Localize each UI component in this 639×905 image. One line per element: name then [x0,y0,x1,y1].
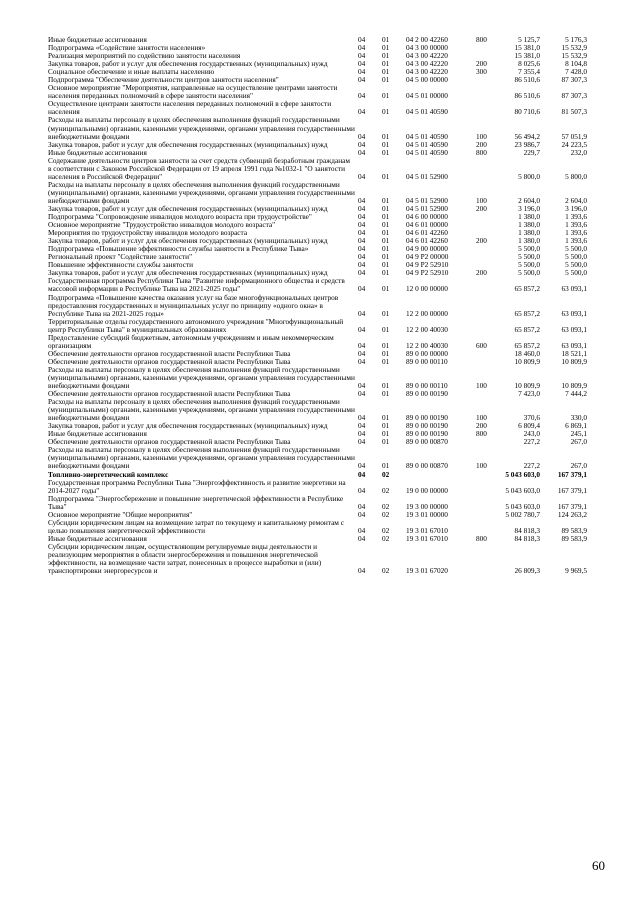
row-section: 04 [358,131,366,141]
row-target-article: 89 0 00 00110 [406,356,448,366]
row-section: 04 [358,91,366,101]
row-sum-year2: 87 307,3 [561,75,587,85]
row-name: Субсидии юридическим лицам на возмещение затрат по текущему и капитальному ремонтам с целью повышения энергетической эффективности [48,517,344,535]
row-name: Основное мероприятие "Мероприятия, направленные на осуществление центрами занятости населения переданных полномочий в сфере занятости населения" [48,83,338,101]
row-name: Осуществление центрами занятости населения переданных полномочий в сфере занятости населения [48,99,332,117]
row-subsection: 01 [382,131,390,141]
row-sum-year1: 8 025,6 [518,59,540,69]
row-sum-year2: 267,0 [570,461,587,471]
row-name: Топливно-энергетический комплекс [48,469,169,479]
row-target-article: 04 5 01 00000 [406,91,448,101]
row-sum-year1: 23 986,7 [514,139,540,149]
row-section: 04 [358,244,366,254]
row-sum-year2: 10 809,9 [561,356,587,366]
row-subsection: 01 [382,195,390,205]
table-row [48,543,602,575]
row-sum-year1: 26 809,3 [514,566,540,576]
row-target-article: 04 5 01 40590 [406,139,448,149]
table-row [48,100,602,116]
row-sum-year1: 18 460,0 [514,348,540,358]
budget-table [48,36,602,575]
row-expense-type: 200 [476,236,487,246]
row-subsection: 01 [382,51,390,61]
row-target-article: 04 5 01 40590 [406,131,448,141]
row-sum-year1: 227,2 [523,437,540,447]
table-row [48,157,602,181]
row-sum-year2: 267,0 [570,437,587,447]
row-target-article: 19 3 00 00000 [406,501,448,511]
row-section: 04 [358,228,366,238]
row-target-article: 89 0 00 00000 [406,348,448,358]
row-sum-year2: 124 263,2 [557,509,587,519]
row-subsection: 01 [382,340,390,350]
row-sum-year2: 63 093,1 [561,308,587,318]
row-name: Подпрограмма «Содействие занятости населения» [48,43,206,53]
row-name: Основное мероприятие "Общие мероприятия" [48,509,193,519]
row-target-article: 04 2 00 42260 [406,35,448,44]
row-sum-year2: 87 307,3 [561,91,587,101]
row-sum-year1: 65 857,2 [514,284,540,294]
row-section: 04 [358,340,366,350]
row-subsection: 01 [382,348,390,358]
row-name: Закупка товаров, работ и услуг для обеспечения государственных (муниципальных) нужд [48,236,328,246]
row-expense-type: 800 [476,533,487,543]
row-subsection: 01 [382,67,390,77]
table-row [48,366,602,390]
row-sum-year2: 5 500,0 [565,252,587,262]
row-target-article: 12 2 00 40030 [406,324,448,334]
row-sum-year2: 7 444,2 [565,389,587,399]
table-row [48,277,602,293]
row-name: Расходы на выплаты персоналу в целях обеспечения выполнения функций государственными (муниципальными) органами, казенными учреждениями, органами управления государственными внебюджетными фондами [48,445,355,471]
row-subsection: 01 [382,324,390,334]
row-name: Подпрограмма «Повышение эффективности службы занятости в Республике Тыва» [48,244,309,254]
row-sum-year1: 80 710,6 [514,107,540,117]
row-sum-year1: 10 809,9 [514,381,540,391]
row-name: Иные бюджетные ассигнования [48,533,147,543]
row-name: Содержание деятельности центров занятости за счет средств субвенций безработным гражданам в соответствии с Законом Российской Федерации от 19 апреля 1991 года №1032-1 "О занятости населения в Российской Федерации" [48,155,350,181]
row-sum-year2: 15 532,9 [561,43,587,53]
row-expense-type: 200 [476,59,487,69]
row-sum-year2: 1 393,6 [565,236,587,246]
row-sum-year1: 5 500,0 [518,268,540,278]
row-subsection: 01 [382,268,390,278]
row-section: 04 [358,525,366,535]
row-subsection: 02 [382,525,390,535]
row-section: 04 [358,59,366,69]
row-sum-year1: 6 809,4 [518,421,540,431]
row-sum-year1: 15 381,0 [514,51,540,61]
row-sum-year2: 1 393,6 [565,212,587,222]
row-sum-year2: 57 051,9 [561,131,587,141]
table-row [48,398,602,422]
row-target-article: 04 6 01 42260 [406,228,448,238]
row-target-article: 04 9 00 00000 [406,244,448,254]
row-sum-year2: 1 393,6 [565,228,587,238]
row-section: 04 [358,501,366,511]
row-sum-year1: 5 002 780,7 [505,509,540,519]
row-expense-type: 300 [476,67,487,77]
row-name: Подпрограмма «Повышение качества оказания услуг на базе многофункциональных центров предоставления государственных и муниципальных услуг по принципу «одного окна» в Республике Тыва на 2021-2025 годы» [48,292,339,318]
row-target-article: 19 3 01 67020 [406,566,448,576]
row-name: Обеспечение деятельности органов государственной власти Республики Тыва [48,356,291,366]
row-subsection: 01 [382,389,390,399]
row-sum-year2: 167 379,1 [557,469,587,479]
row-sum-year1: 5 043 603,0 [505,469,540,479]
row-subsection: 01 [382,91,390,101]
row-name: Основное мероприятие "Трудоустройство инвалидов молодого возраста" [48,220,276,230]
row-expense-type: 600 [476,340,487,350]
row-section: 04 [358,389,366,399]
row-sum-year2: 5 176,3 [565,35,587,44]
row-expense-type: 100 [476,131,487,141]
row-subsection: 01 [382,228,390,238]
row-name: Иные бюджетные ассигнования [48,429,147,439]
row-name: Обеспечение деятельности органов государственной власти Республики Тыва [48,389,291,399]
row-target-article: 04 6 00 00000 [406,212,448,222]
row-sum-year1: 65 857,2 [514,340,540,350]
row-sum-year2: 10 809,9 [561,381,587,391]
row-expense-type: 200 [476,203,487,213]
row-target-article: 19 3 01 00000 [406,509,448,519]
row-subsection: 01 [382,461,390,471]
row-subsection: 01 [382,308,390,318]
row-subsection: 01 [382,43,390,53]
row-section: 04 [358,485,366,495]
row-sum-year2: 232,0 [570,147,587,157]
row-name: Повышение эффективности службы занятости [48,260,194,270]
row-sum-year1: 5 125,7 [518,35,540,44]
row-expense-type: 200 [476,139,487,149]
row-subsection: 01 [382,75,390,85]
row-subsection: 02 [382,469,390,479]
row-subsection: 01 [382,107,390,117]
row-sum-year1: 5 500,0 [518,244,540,254]
row-section: 04 [358,566,366,576]
row-section: 04 [358,348,366,358]
row-name: Подпрограмма "Энергосбережение и повышение энергетической эффективности в Республике Тыва" [48,493,344,511]
row-sum-year1: 5 500,0 [518,260,540,270]
row-target-article: 19 3 01 67010 [406,533,448,543]
row-target-article: 04 6 01 42260 [406,236,448,246]
row-target-article: 04 9 Р2 52910 [406,268,449,278]
row-target-article: 04 5 01 40590 [406,107,448,117]
row-subsection: 01 [382,429,390,439]
row-sum-year1: 5 043 603,0 [505,485,540,495]
row-subsection: 01 [382,252,390,262]
row-section: 04 [358,260,366,270]
row-sum-year1: 5 800,0 [518,171,540,181]
row-target-article: 04 5 01 52900 [406,203,448,213]
row-expense-type: 100 [476,381,487,391]
row-subsection: 01 [382,35,390,44]
row-sum-year2: 2 604,0 [565,195,587,205]
row-name: Расходы на выплаты персоналу в целях обеспечения выполнения функций государственными (муниципальными) органами, казенными учреждениями, органами управления государственными внебюджетными фондами [48,115,355,141]
row-subsection: 02 [382,533,390,543]
row-sum-year2: 5 500,0 [565,260,587,270]
row-target-article: 89 0 00 00190 [406,421,448,431]
row-section: 04 [358,413,366,423]
row-section: 04 [358,75,366,85]
row-subsection: 01 [382,212,390,222]
row-sum-year2: 5 500,0 [565,244,587,254]
row-subsection: 01 [382,421,390,431]
row-sum-year2: 9 969,5 [565,566,587,576]
row-section: 04 [358,509,366,519]
row-section: 04 [358,51,366,61]
row-section: 04 [358,324,366,334]
table-row [48,294,602,318]
row-subsection: 02 [382,566,390,576]
row-target-article: 12 2 00 40030 [406,340,448,350]
table-row [48,318,602,334]
row-sum-year1: 7 423,0 [518,389,540,399]
row-sum-year1: 84 818,3 [514,525,540,535]
row-sum-year1: 7 355,4 [518,67,540,77]
row-sum-year1: 86 510,6 [514,75,540,85]
row-sum-year1: 65 857,2 [514,324,540,334]
row-subsection: 01 [382,413,390,423]
row-expense-type: 200 [476,421,487,431]
row-subsection: 01 [382,171,390,181]
row-sum-year1: 5 500,0 [518,252,540,262]
row-subsection: 01 [382,260,390,270]
row-section: 04 [358,429,366,439]
row-subsection: 01 [382,139,390,149]
row-target-article: 04 9 Р2 00000 [406,252,449,262]
row-sum-year2: 245,1 [570,429,587,439]
row-name: Государственная программа Республики Тыва "Развитие информационного общества и средств массовой информации в Республике Тыва на 2021-2025 годы" [48,276,345,294]
row-target-article: 89 0 00 00870 [406,461,448,471]
row-name: Расходы на выплаты персоналу в целях обеспечения выполнения функций государственными (муниципальными) органами, казенными учреждениями, органами управления государственными внебюджетными фондами [48,179,355,205]
row-target-article: 04 3 00 42220 [406,67,448,77]
row-target-article: 19 3 01 67010 [406,525,448,535]
row-name: Закупка товаров, работ и услуг для обеспечения государственных (муниципальных) нужд [48,203,328,213]
row-subsection: 01 [382,244,390,254]
row-target-article: 04 3 00 42220 [406,51,448,61]
row-name: Расходы на выплаты персоналу в целях обеспечения выполнения функций государственными (муниципальными) органами, казенными учреждениями, органами управления государственными внебюджетными фондами [48,397,355,423]
row-sum-year2: 5 800,0 [565,171,587,181]
row-section: 04 [358,252,366,262]
row-name: Мероприятия по трудоустройству инвалидов молодого возраста [48,228,248,238]
row-target-article: 89 0 00 00190 [406,413,448,423]
table-row [48,334,602,350]
row-sum-year1: 2 604,0 [518,195,540,205]
row-section: 04 [358,107,366,117]
row-name: Государственная программа Республики Тыва "Энергоэффективность и развитие энергетики на 2014-2027 годы" [48,477,346,495]
row-section: 04 [358,67,366,77]
row-expense-type: 800 [476,429,487,439]
row-sum-year2: 15 532,9 [561,51,587,61]
row-sum-year2: 7 428,0 [565,67,587,77]
row-subsection: 02 [382,485,390,495]
row-sum-year1: 5 043 603,0 [505,501,540,511]
row-section: 04 [358,171,366,181]
row-sum-year1: 370,6 [523,413,540,423]
row-sum-year1: 84 818,3 [514,533,540,543]
row-section: 04 [358,356,366,366]
row-sum-year1: 10 809,9 [514,356,540,366]
row-sum-year1: 1 380,0 [518,236,540,246]
row-sum-year2: 18 521,1 [561,348,587,358]
table-row [48,181,602,205]
row-name: Обеспечение деятельности органов государственной власти Республики Тыва [48,348,291,358]
row-sum-year2: 167 379,1 [557,485,587,495]
row-subsection: 01 [382,284,390,294]
row-target-article: 04 6 01 00000 [406,220,448,230]
table-row [48,495,602,511]
row-name: Предоставление субсидий бюджетным, автономным учреждениям и иным некоммерческим организациям [48,332,334,350]
row-section: 04 [358,236,366,246]
row-sum-year2: 63 093,1 [561,340,587,350]
row-sum-year1: 56 494,2 [514,131,540,141]
row-name: Подпрограмма "Обеспечение деятельности центров занятости населения" [48,75,279,85]
page-number: 60 [592,858,605,873]
row-name: Подпрограмма "Сопровождение инвалидов молодого возраста при трудоустройстве" [48,212,312,222]
row-name: Региональный проект "Содействие занятости" [48,252,193,262]
row-target-article: 19 0 00 00000 [406,485,448,495]
row-name: Социальное обеспечение и иные выплаты населению [48,67,215,77]
row-expense-type: 800 [476,35,487,44]
table-row [48,84,602,100]
row-section: 04 [358,469,366,479]
row-target-article: 89 0 00 00870 [406,437,448,447]
table-row [48,116,602,140]
row-sum-year2: 89 583,9 [561,533,587,543]
table-row [48,479,602,495]
row-name: Реализация мероприятий по содействию занятости населения [48,51,241,61]
row-subsection: 01 [382,356,390,366]
row-sum-year1: 65 857,2 [514,308,540,318]
row-target-article: 04 5 00 00000 [406,75,448,85]
row-section: 04 [358,268,366,278]
row-section: 04 [358,147,366,157]
table-row [48,519,602,535]
row-name: Иные бюджетные ассигнования [48,35,147,44]
row-section: 04 [358,533,366,543]
row-subsection: 01 [382,59,390,69]
row-sum-year1: 243,0 [523,429,540,439]
row-name: Территориальные отделы государственного автономного учреждения "Многофункциональный центр Республики Тыва" в муниципальных образованиях [48,316,344,334]
table-row [48,446,602,470]
row-target-article: 04 3 00 42220 [406,59,448,69]
row-section: 04 [358,220,366,230]
row-sum-year2: 3 196,0 [565,203,587,213]
row-expense-type: 200 [476,268,487,278]
row-expense-type: 100 [476,413,487,423]
row-sum-year2: 5 500,0 [565,268,587,278]
row-expense-type: 800 [476,147,487,157]
row-name: Закупка товаров, работ и услуг для обеспечения государственных (муниципальных) нужд [48,268,328,278]
row-name: Расходы на выплаты персоналу в целях обеспечения выполнения функций государственными (муниципальными) органами, казенными учреждениями, органами управления государственными внебюджетными фондами [48,364,355,391]
row-target-article: 04 5 01 52900 [406,195,448,205]
row-section: 04 [358,284,366,294]
row-subsection: 02 [382,501,390,511]
row-sum-year1: 1 380,0 [518,212,540,222]
row-section: 04 [358,35,366,44]
row-expense-type: 100 [476,195,487,205]
row-target-article: 89 0 00 00190 [406,429,448,439]
row-target-article: 04 5 01 52900 [406,171,448,181]
row-name: Закупка товаров, работ и услуг для обеспечения государственных (муниципальных) нужд [48,139,328,149]
row-sum-year1: 1 380,0 [518,220,540,230]
row-target-article: 12 2 00 00000 [406,308,448,318]
row-name: Закупка товаров, работ и услуг для обеспечения государственных (муниципальных) нужд [48,59,328,69]
row-name: Закупка товаров, работ и услуг для обеспечения государственных (муниципальных) нужд [48,421,328,431]
row-target-article: 89 0 00 00190 [406,389,448,399]
row-section: 04 [358,421,366,431]
row-sum-year1: 86 510,6 [514,91,540,101]
row-name: Обеспечение деятельности органов государственной власти Республики Тыва [48,437,291,447]
row-sum-year2: 330,0 [570,413,587,423]
row-name: Иные бюджетные ассигнования [48,147,147,157]
row-subsection: 01 [382,203,390,213]
row-sum-year1: 15 381,0 [514,43,540,53]
row-name: Субсидии юридическим лицам, осуществляющим регулируемые виды деятельности и реализующим мероприятия в области энергосбережения и повышения энергетической эффективности, на возмещение части затрат, понесенных в процессе выработки и (или) транспортировки энергоресурсов и [48,541,322,576]
row-section: 04 [358,212,366,222]
row-sum-year1: 3 196,0 [518,203,540,213]
row-subsection: 01 [382,236,390,246]
row-expense-type: 100 [476,461,487,471]
row-section: 04 [358,437,366,447]
row-subsection: 01 [382,147,390,157]
row-section: 04 [358,461,366,471]
row-sum-year2: 24 223,5 [561,139,587,149]
row-sum-year1: 1 380,0 [518,228,540,238]
row-section: 04 [358,308,366,318]
row-sum-year1: 229,7 [523,147,540,157]
row-sum-year2: 8 104,8 [565,59,587,69]
row-target-article: 04 9 Р2 52910 [406,260,449,270]
row-sum-year1: 227,2 [523,461,540,471]
row-subsection: 01 [382,381,390,391]
row-target-article: 04 3 00 00000 [406,43,448,53]
row-target-article: 04 5 01 40590 [406,147,448,157]
row-sum-year2: 1 393,6 [565,220,587,230]
row-section: 04 [358,381,366,391]
row-section: 04 [358,195,366,205]
row-sum-year2: 6 869,1 [565,421,587,431]
row-section: 04 [358,43,366,53]
row-subsection: 01 [382,220,390,230]
row-sum-year2: 167 379,1 [557,501,587,511]
row-subsection: 02 [382,509,390,519]
row-sum-year2: 89 583,9 [561,525,587,535]
row-target-article: 89 0 00 00110 [406,381,448,391]
row-sum-year2: 81 507,3 [561,107,587,117]
row-sum-year2: 63 093,1 [561,324,587,334]
row-sum-year2: 63 093,1 [561,284,587,294]
row-subsection: 01 [382,437,390,447]
row-section: 04 [358,203,366,213]
row-target-article: 12 0 00 00000 [406,284,448,294]
row-section: 04 [358,139,366,149]
